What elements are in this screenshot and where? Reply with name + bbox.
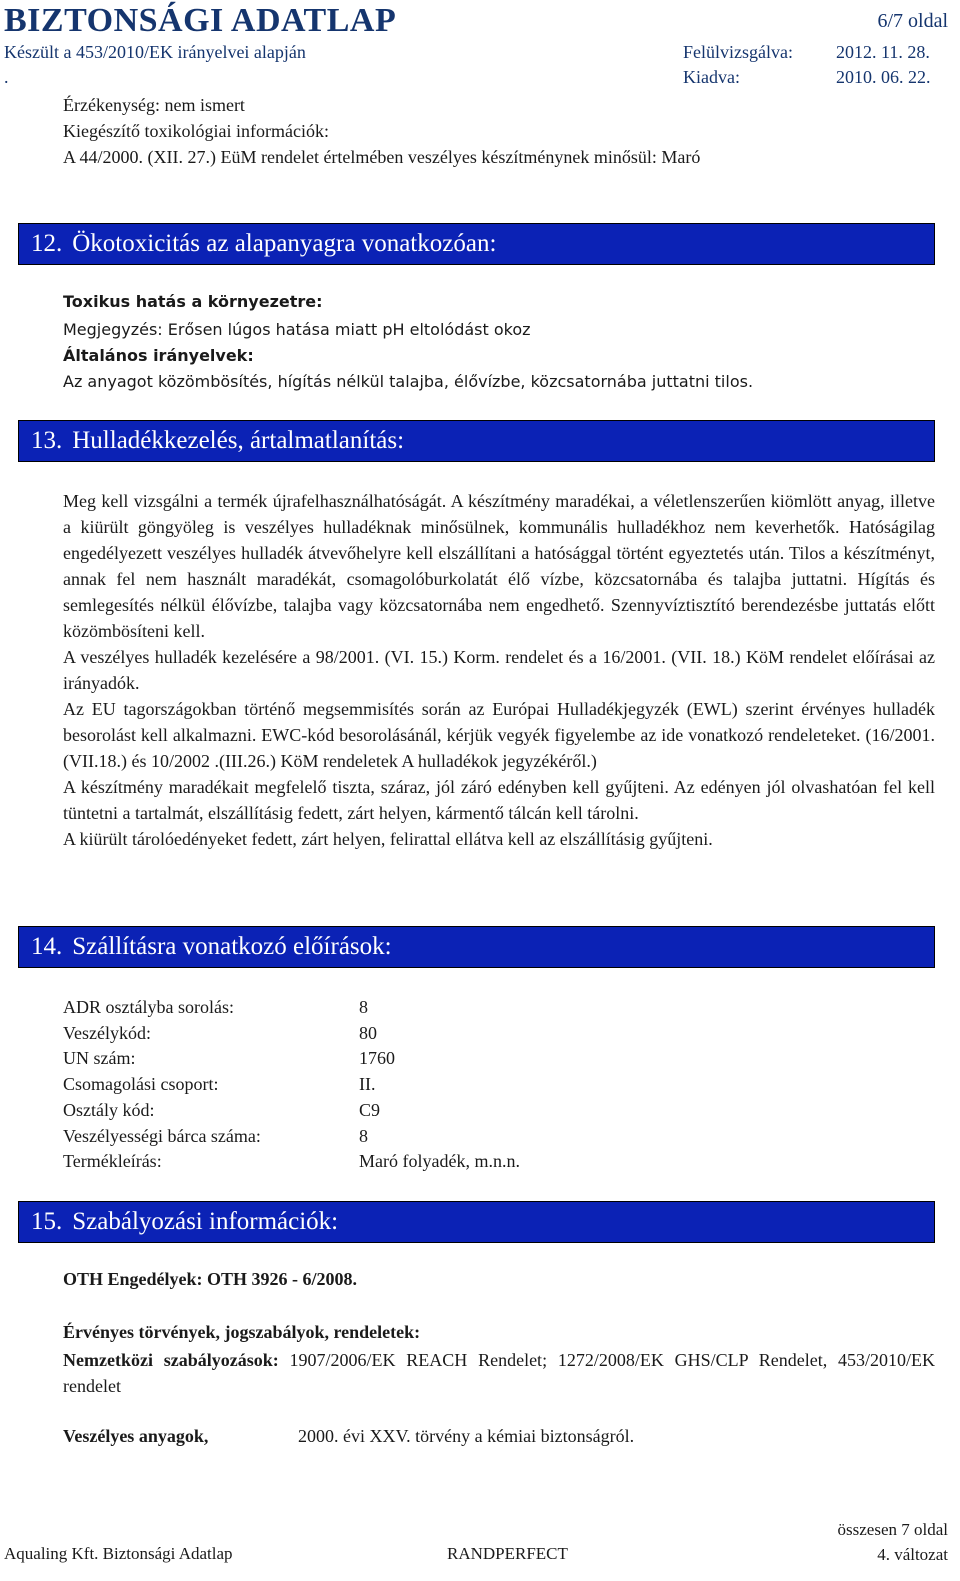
- transport-key: ADR osztályba sorolás:: [63, 997, 234, 1017]
- classification-line: A 44/2000. (XII. 27.) EüM rendelet értelmében veszélyes készítménynek minősül: Maró: [63, 147, 701, 167]
- footer-company: Aqualing Kft. Biztonsági Adatlap: [4, 1544, 233, 1563]
- document-title: BIZTONSÁGI ADATLAP: [4, 2, 397, 39]
- transport-key: Csomagolási csoport:: [63, 1074, 219, 1095]
- revision-label: Felülvizsgálva:: [683, 42, 793, 62]
- transport-row: [63, 1149, 520, 1175]
- section-15-number: 15.: [31, 1208, 63, 1235]
- section-12-title: Ökotoxicitás az alapanyagra vonatkozóan:: [72, 230, 497, 257]
- transport-row: [63, 995, 520, 1021]
- transport-value: C9: [359, 1099, 381, 1120]
- transport-value: II.: [359, 1074, 376, 1095]
- transport-key: Termékleírás:: [63, 1151, 162, 1172]
- general-guidelines-text: Az anyagot közömbösítés, hígítás nélkül talajba, élővízbe, közcsatornába juttatni tilos.: [63, 372, 754, 391]
- transport-value: 80: [359, 1022, 377, 1043]
- section-12-number: 12.: [31, 230, 63, 257]
- intl-regulations-text: 1907/2006/EK REACH Rendelet; 1272/2008/EK GHS/CLP Rendelet, 453/2010/EK rendelet: [63, 1350, 935, 1396]
- waste-paragraph-4: A készítmény maradékait megfelelő tiszta, száraz, jól záró edényben kell gyűjteni. Az edényen jól olvashatóan fel kell tüntetni a tartalmát, elszállításig fedett, zárt helyen, kármentő tálcán kell tárolni.: [63, 777, 935, 823]
- page-number: 6/7 oldal: [877, 10, 948, 32]
- tox-info-heading: Kiegészítő toxikológiai információk:: [63, 121, 329, 141]
- laws-heading: Érvényes törvények, jogszabályok, rendeletek:: [63, 1322, 421, 1342]
- section-12-header: [18, 223, 935, 265]
- transport-key: Osztály kód:: [63, 1099, 155, 1120]
- waste-paragraph-5: A kiürült tárolóedényeket fedett, zárt helyen, felirattal ellátva kell az elszállításig gyűjteni.: [63, 829, 713, 849]
- issue-date: 2010. 06. 22.: [836, 67, 931, 87]
- transport-value: 1760: [359, 1048, 395, 1069]
- section-15-header: [18, 1201, 935, 1243]
- waste-paragraph-1: Meg kell vizsgálni a termék újrafelhasználhatóságát. A készítmény maradékai, a véletlenszerűen kiömlött anyag, illetve a kiürült göngyöleg is veszélyes hulladéknak minősülnek, kommunális hulladékhoz nem keverhetők. Hatóságilag engedélyezett veszélyes hulladék átvevőhelyre kell elszállítani a hatósággal történt egyeztetés után. Tilos a készítményt, annak fel nem használt maradékát, csomagolóburkolatát élő vízbe, közcsatornába és talajba juttatni. Hígítás és semlegesítés nélkül élővízbe, talajba vagy közcsatornába nem engedhető. Szennyvíztisztító berendezésbe juttatás előtt közömbösíteni kell.: [63, 491, 935, 641]
- transport-value: Maró folyadék, m.n.n.: [359, 1151, 520, 1172]
- header-dot: .: [4, 67, 9, 87]
- intl-regulations-label: Nemzetközi szabályozások:: [63, 1350, 279, 1370]
- sensitivity-line: Érzékenység: nem ismert: [63, 95, 245, 115]
- transport-value: 8: [359, 1125, 368, 1146]
- transport-key: Veszélykód:: [63, 1022, 151, 1043]
- transport-table: [63, 995, 520, 1175]
- footer-product: RANDPERFECT: [447, 1544, 568, 1563]
- section-14-number: 14.: [31, 933, 63, 960]
- waste-text-block: [63, 488, 935, 852]
- prepared-note: Készült a 453/2010/EK irányelvei alapján: [4, 42, 306, 62]
- footer-total-pages: összesen 7 oldal: [837, 1520, 948, 1539]
- transport-key: Veszélyességi bárca száma:: [63, 1125, 261, 1146]
- hazardous-substances-label: Veszélyes anyagok,: [63, 1426, 209, 1446]
- intl-regulations: [63, 1347, 935, 1399]
- transport-row: [63, 1021, 520, 1047]
- transport-row: [63, 1072, 520, 1098]
- section-13-number: 13.: [31, 427, 63, 454]
- env-effect-note: Megjegyzés: Erősen lúgos hatása miatt pH eltolódást okoz: [63, 320, 531, 339]
- section-14-header: [18, 926, 935, 968]
- hazardous-substances-text: 2000. évi XXV. törvény a kémiai biztonságról.: [298, 1426, 635, 1446]
- oth-permit: OTH Engedélyek: OTH 3926 - 6/2008.: [63, 1269, 358, 1289]
- issue-label: Kiadva:: [683, 67, 740, 87]
- transport-row: [63, 1046, 520, 1072]
- section-13-header: [18, 420, 935, 462]
- waste-paragraph-3: Az EU tagországokban történő megsemmisítés során az Európai Hulladékjegyzék (EWL) szerint érvényes hulladék besorolást kell alkalmazni. EWC-kód besorolásánál, kérjük vegyék figyelembe az ide vonatkozó rendeleteket. (16/2001. (VII.18.) és 10/2002 .(III.26.) KöM rendeletek A hulladékok jegyzékéről.): [63, 699, 935, 771]
- revision-date: 2012. 11. 28.: [836, 42, 930, 62]
- transport-key: UN szám:: [63, 1048, 136, 1069]
- transport-value: 8: [359, 997, 368, 1017]
- section-13-title: Hulladékkezelés, ártalmatlanítás:: [72, 427, 405, 454]
- section-14-title: Szállításra vonatkozó előírások:: [72, 933, 392, 960]
- general-guidelines-heading: Általános irányelvek:: [63, 346, 254, 365]
- transport-row: [63, 1124, 520, 1150]
- waste-paragraph-2: A veszélyes hulladék kezelésére a 98/2001. (VI. 15.) Korm. rendelet és a 16/2001. (VII. 18.) KöM rendelet előírásai az irányadók.: [63, 647, 935, 693]
- footer-version: 4. változat: [877, 1545, 948, 1564]
- env-effect-heading: Toxikus hatás a környezetre:: [63, 292, 323, 311]
- section-15-title: Szabályozási információk:: [72, 1208, 339, 1235]
- transport-row: [63, 1098, 520, 1124]
